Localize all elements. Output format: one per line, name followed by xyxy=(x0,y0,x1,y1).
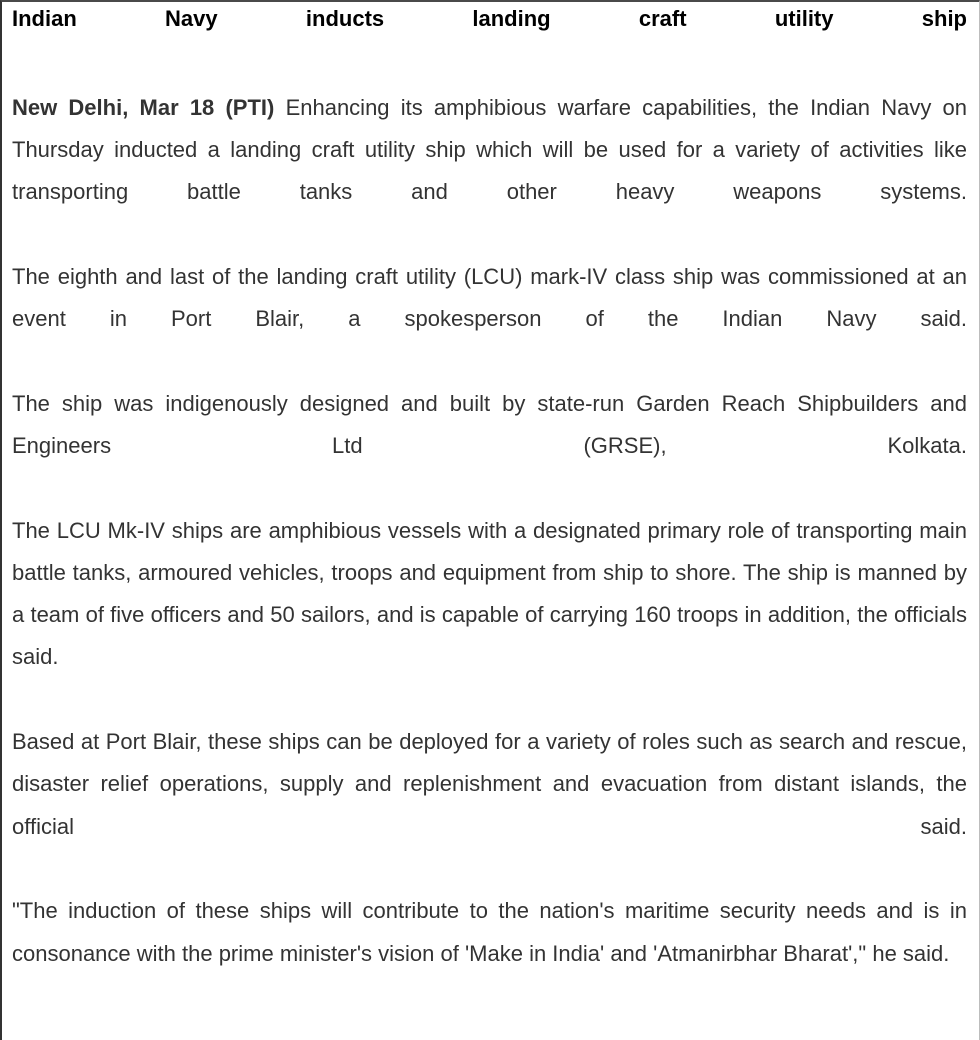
spacer xyxy=(12,848,967,890)
article-paragraph-4: The LCU Mk-IV ships are amphibious vessels with a designated primary role of transporting main battle tanks, armoured vehicles, troops and equipment from ship to shore. The ship is manned by a team of five officers and 50 sailors, and is capable of carrying 160 troops in addition, the officials said. xyxy=(12,517,967,670)
spacer xyxy=(12,340,967,382)
article-paragraph-2: The eighth and last of the landing craft utility (LCU) mark-IV class ship was commissioned at an event in Port Blair, a spokesperson of the Indian Navy said. xyxy=(12,263,967,332)
spacer xyxy=(12,44,967,86)
dateline: New Delhi, Mar 18 (PTI) xyxy=(12,94,275,120)
spacer xyxy=(12,467,967,509)
article-paragraph-1 xyxy=(12,87,967,214)
spacer xyxy=(12,213,967,255)
article-paragraph-3: The ship was indigenously designed and built by state-run Garden Reach Shipbuilders and Engineers Ltd (GRSE), Kolkata. xyxy=(12,390,967,458)
article-headline: Indian Navy inducts landing craft utility ship xyxy=(12,6,967,31)
paragraph-text: Enhancing its amphibious warfare capabilities, the Indian Navy on Thursday inducted a landing craft utility ship which will be used for a variety of activities like transporting battle tanks and other heavy weapons systems. xyxy=(12,94,967,205)
article-paragraph-6: "The induction of these ships will contribute to the nation's maritime security needs and is in consonance with the prime minister's vision of 'Make in India' and 'Atmanirbhar Bharat'," he said. xyxy=(12,898,967,966)
article-paragraph-5: Based at Port Blair, these ships can be deployed for a variety of roles such as search and rescue, disaster relief operations, supply and replenishment and evacuation from distant islands, the official said. xyxy=(12,729,967,839)
spacer xyxy=(12,679,967,721)
